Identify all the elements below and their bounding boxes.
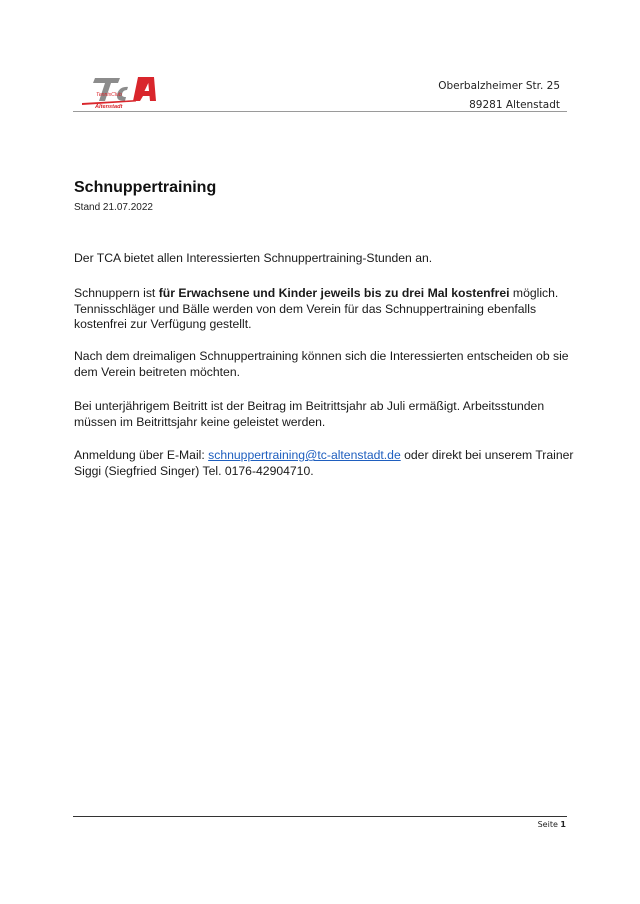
paragraph-fee-reduction: Bei unterjährigem Beitritt ist der Beitrag im Beitrittsjahr ab Juli ermäßigt. Arbeitsstunden müssen im Beitrittsjahr keine geleistet werden. [74,399,545,429]
tca-logo [80,74,160,110]
paragraph-free-trial [74,286,574,333]
paragraph-free-trial-end: möglich. Tennisschläger und Bälle werden von dem Verein für das Schnuppertraining ebenfalls kostenfrei zur Verfügung gestellt. [74,286,559,332]
registration-contact: oder direkt bei unserem Trainer Siggi (Siegfried Singer) Tel. 0176-42904710. [74,448,574,478]
address-street: Oberbalzheimer Str. 25 [438,80,560,92]
page-label: Seite [537,820,558,829]
page-number-value: 1 [560,820,566,829]
email-link[interactable]: schnuppertraining@tc-altenstadt.de [208,448,401,462]
paragraph-intro: Der TCA bietet allen Interessierten Schnuppertraining-Stunden an. [74,251,433,265]
svg-text:TennisClub: TennisClub [96,92,122,98]
paragraph-registration [74,448,574,479]
sender-address [438,77,560,115]
paragraph-membership-decision: Nach dem dreimaligen Schnuppertraining können sich die Interessierten entscheiden ob sie dem Verein beitreten möchten. [74,349,569,379]
page-number [538,820,566,829]
footer-divider [73,816,567,817]
paragraph-free-trial-start: Schnuppern ist [74,286,159,300]
document-date: Stand 21.07.2022 [74,202,153,213]
registration-label: Anmeldung über E-Mail: [74,448,209,462]
address-city: 89281 Altenstadt [469,99,560,111]
paragraph-free-trial-emphasis: für Erwachsene und Kinder jeweils bis zu drei Mal kostenfrei [158,286,510,300]
svg-text:Altenstadt: Altenstadt [95,104,123,110]
document-title: Schnuppertraining [74,179,217,196]
header-divider [73,111,567,112]
